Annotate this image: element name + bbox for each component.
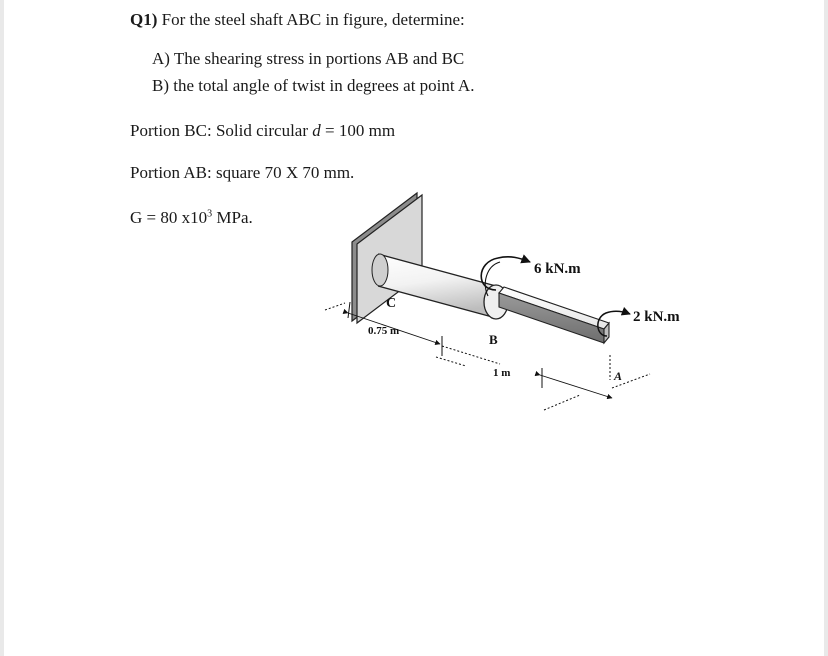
given-g-prefix: G = 80 x10 xyxy=(130,208,208,227)
given-bc-var: d xyxy=(312,121,321,140)
torque-a-label: 2 kN.m xyxy=(633,309,680,325)
given-bc-prefix: Portion BC: Solid circular xyxy=(130,121,313,140)
torque-b-label: 6 kN.m xyxy=(534,261,581,277)
question-prompt: For the steel shaft ABC in figure, determine: xyxy=(161,10,465,29)
dimension-lines xyxy=(325,302,650,410)
length-ab-label: 1 m xyxy=(493,367,511,379)
question-number: Q1) xyxy=(130,10,158,29)
label-b: B xyxy=(489,332,498,347)
part-a-text: A) The shearing stress in portions AB and BC xyxy=(152,49,465,68)
label-a: A xyxy=(614,369,623,383)
shaft-ab xyxy=(499,287,609,343)
label-c: C xyxy=(386,296,397,311)
part-b-text: B) the total angle of twist in degrees at point A. xyxy=(152,76,475,95)
given-bc-value: = 100 mm xyxy=(320,121,396,140)
given-ab: Portion AB: square 70 X 70 mm. xyxy=(130,163,355,182)
length-bc-label: 0.75 m xyxy=(368,325,400,337)
given-g-exp: 3 xyxy=(207,208,213,220)
given-g-suffix: MPa. xyxy=(212,208,253,227)
